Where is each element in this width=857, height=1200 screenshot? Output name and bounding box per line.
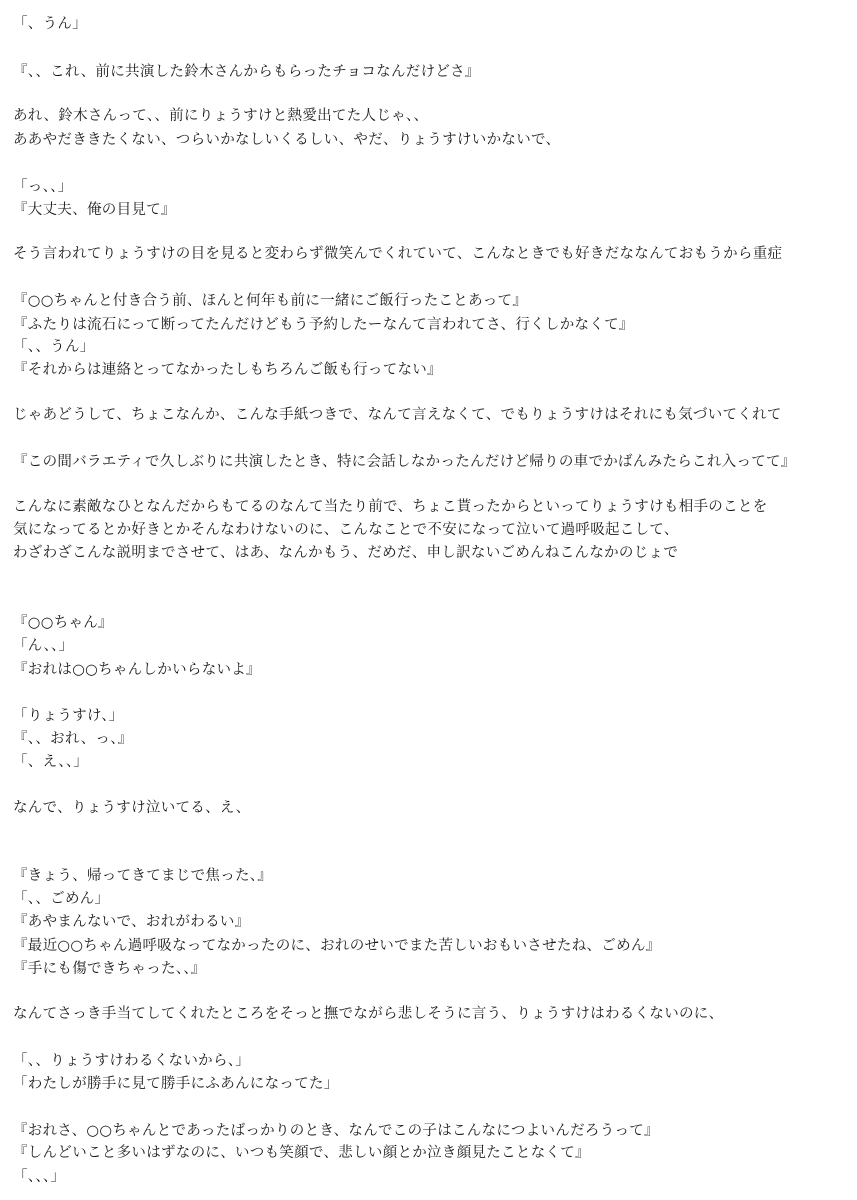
text-line: 「、え、、」 <box>13 754 89 770</box>
text-line: そう言われてりょうすけの目を見ると変わらず微笑んでくれていて、こんなときでも好きだななんておもうから重症 <box>13 246 783 262</box>
text-line: 「わたしが勝手に見て勝手にふあんになってた」 <box>13 1076 339 1092</box>
text-line: 『最近○○ちゃん過呼吸なってなかったのに、おれのせいでまた苦しいおもいさせたね、ごめん』 <box>13 938 661 954</box>
text-line: 『手にも傷できちゃった、、』 <box>13 961 206 977</box>
text-line: ああやだききたくない、つらいかなしいくるしい、やだ、りょうすけいかないで、 <box>13 132 561 148</box>
text-line: 『ふたりは流石にって断ってたんだけどもう予約したーなんて言われてさ、行くしかなくて』 <box>13 317 634 333</box>
text-line: 『○○ちゃん』 <box>13 615 113 631</box>
text-line: 「、、ごめん」 <box>13 891 110 907</box>
text-line: 『それからは連絡とってなかったしもちろんご飯も行ってない』 <box>13 362 442 378</box>
text-line: 『おれさ、○○ちゃんとであったばっかりのとき、なんでこの子はこんなにつよいんだろうって』 <box>13 1123 659 1139</box>
text-line: 「、、、」 <box>13 1169 66 1185</box>
text-line: なんで、りょうすけ泣いてる、え、 <box>13 800 251 816</box>
text-line: 『この間バラエティで久しぶりに共演したとき、特に会話しなかったんだけど帰りの車でかばんみたらこれ入ってて』 <box>13 454 796 470</box>
text-line: 『、、おれ、っ、』 <box>13 731 133 747</box>
text-line: あれ、鈴木さんって、、前にりょうすけと熱愛出てた人じゃ、、 <box>13 108 429 124</box>
text-line: じゃあどうして、ちょこなんか、こんな手紙つきで、なんて言えなくて、でもりょうすけはそれにも気づいてくれて <box>13 407 782 423</box>
text-line: 「、、うん」 <box>13 339 95 355</box>
text-line: 「、、りょうすけわるくないから、」 <box>13 1053 251 1069</box>
text-line: 『おれは○○ちゃんしかいらないよ』 <box>13 662 261 678</box>
text-line: 『○○ちゃんと付き合う前、ほんと何年も前に一緒にご飯行ったことあって』 <box>13 293 528 309</box>
text-line: こんなに素敵なひとなんだからもてるのなんて当たり前で、ちょこ貰ったからといってりょうすけも相手のことを <box>13 499 768 515</box>
text-line: 『、、これ、前に共演した鈴木さんからもらったチョコなんだけどさ』 <box>13 64 480 80</box>
text-line: わざわざこんな説明までさせて、はあ、なんかもう、だめだ、申し訳ないごめんねこんなかのじょで <box>13 545 679 561</box>
text-line: 「っ、、」 <box>13 179 73 195</box>
text-line: 「、うん」 <box>13 16 87 32</box>
text-line: 『きょう、帰ってきてまじで焦った、』 <box>13 868 273 884</box>
text-line: 『あやまんないで、おれがわるい』 <box>13 914 250 930</box>
text-line: 『しんどいこと多いはずなのに、いつも笑顔で、悲しい顔とか泣き顔見たことなくて』 <box>13 1145 590 1161</box>
text-line: 「りょうすけ、」 <box>13 708 124 724</box>
text-line: 「ん、、」 <box>13 638 74 654</box>
text-line: 『大丈夫、俺の目見て』 <box>13 202 176 218</box>
text-line: なんてさっき手当てしてくれたところをそっと撫でながら悲しそうに言う、りょうすけはわるくないのに、 <box>13 1006 724 1022</box>
text-line: 気になってるとか好きとかそんなわけないのに、こんなことで不安になって泣いて過呼吸起こして、 <box>13 522 679 538</box>
